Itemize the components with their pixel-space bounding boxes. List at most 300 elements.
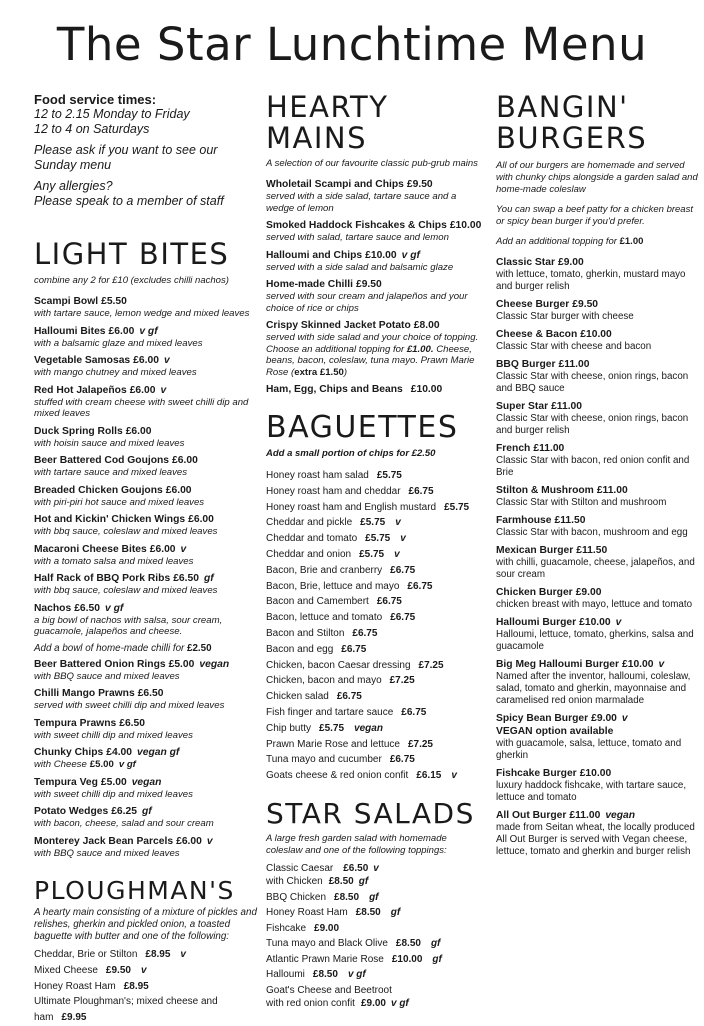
section-note: combine any 2 for £10 (excludes chilli nachos) — [34, 275, 229, 286]
item-price: £6.75 — [376, 596, 402, 608]
item-name-line — [496, 586, 700, 599]
item-name: Fish finger and tartare sauce — [266, 706, 394, 718]
burgers-note: Add an additional topping for £1.00 — [496, 236, 644, 247]
item-price: £6.75 — [336, 691, 362, 703]
item-name-line — [266, 249, 484, 262]
item-name-line — [34, 384, 258, 397]
item-name: Breaded Chicken Goujons — [34, 484, 163, 496]
ploughmans-list — [34, 947, 258, 1026]
menu-item — [266, 768, 484, 784]
item-name-line — [496, 400, 700, 413]
menu-item — [34, 717, 258, 742]
item-price: £9.00 — [557, 257, 584, 268]
diet-tags: v — [394, 548, 400, 560]
item-description: with chilli, guacamole, cheese, jalapeños, and sour cream — [496, 557, 695, 580]
item-price: £8.50 — [312, 969, 338, 981]
item-name-line — [266, 219, 484, 232]
item-price: £9.50 — [105, 964, 131, 976]
item-description: Classic Star with Stilton and mushroom — [496, 497, 667, 508]
item-name: Spicy Bean Burger — [496, 713, 589, 724]
item-price: £5.00 — [100, 776, 127, 788]
menu-item — [496, 586, 700, 611]
item-name-line — [34, 776, 258, 789]
menu-item — [266, 610, 484, 626]
item-description: served with a side salad and balsamic glaze — [266, 261, 454, 273]
item-price: £5.50 — [101, 296, 127, 307]
item-name: French — [496, 443, 531, 454]
menu-item — [34, 295, 258, 320]
item-name-line — [34, 717, 258, 730]
diet-tags: v — [206, 835, 213, 847]
item-description: with tartare sauce and mixed leaves — [34, 467, 188, 478]
diet-tags: v gf — [139, 325, 158, 337]
item-description: served with salad, tartare sauce and lemon — [266, 232, 449, 243]
item-name: Bacon and egg — [266, 643, 334, 655]
item-name-line — [496, 358, 700, 371]
item-price: £11.00 — [558, 359, 590, 370]
item-name: Bacon and Camembert — [266, 596, 369, 608]
item-name: Fishcake — [266, 922, 307, 934]
diet-tags: v — [140, 964, 147, 976]
item-name: Chilli Mango Prawns — [34, 688, 135, 699]
item-price: £6.25 — [111, 806, 137, 817]
menu-item: Classic Caesar £6.50 v with Chicken £8.50 gf — [266, 862, 379, 888]
item-description: with bbq sauce, coleslaw and mixed leaves — [34, 585, 218, 596]
menu-item — [496, 484, 700, 509]
item-extra: VEGAN option available — [496, 726, 614, 737]
item-name: Cheddar and onion — [266, 548, 352, 560]
item-name-line — [34, 687, 258, 700]
item-description: with piri-piri hot sauce and mixed leaves — [34, 496, 205, 508]
item-price: £9.00 — [314, 922, 340, 934]
menu-item — [266, 922, 484, 936]
item-price: £8.95 — [123, 980, 149, 992]
item-name: Beer Battered Cod Goujons — [34, 455, 170, 466]
menu-item — [266, 968, 484, 982]
item-name-line — [34, 425, 258, 438]
item-description: with a balsamic glaze and mixed leaves — [34, 337, 203, 349]
item-description: with a tomato salsa and mixed leaves — [34, 555, 194, 567]
item-name: Scampi Bowl — [34, 296, 99, 307]
item-price: £9.50 — [572, 299, 599, 310]
menu-item — [496, 298, 700, 323]
item-description: with guacamole, salsa, lettuce, tomato and gherkin — [496, 738, 682, 761]
item-name-line — [496, 328, 700, 341]
diet-tags: vegan — [605, 810, 636, 821]
section-title-burgers: BANGIN' BURGERS — [496, 90, 648, 155]
light-bites-list-3 — [34, 776, 258, 860]
item-price: £7.25 — [389, 675, 415, 687]
page-title: The Star Lunchtime Menu — [56, 18, 648, 71]
item-description: with hoisin sauce and mixed leaves — [34, 437, 185, 449]
item-description: with tartare sauce, lemon wedge and mixed leaves — [34, 308, 250, 319]
item-name-line — [496, 544, 700, 557]
service-line: 12 to 4 on Saturdays — [34, 122, 150, 136]
item-name: Red Hot Jalapeños — [34, 384, 127, 396]
item-name: Atlantic Prawn Marie Rose — [266, 953, 384, 965]
ploughmans-desc: A hearty main consisting of a mixture of pickles and relishes, gherkin and pickled onion, a toasted baguette with butter and one of the following: — [34, 907, 257, 942]
item-name: Duck Spring Rolls — [34, 425, 123, 437]
item-name: Prawn Marie Rose and lettuce — [266, 738, 400, 750]
item-name: Bacon, lettuce and tomato — [266, 612, 383, 624]
item-name-line — [34, 354, 258, 367]
item-name-line — [266, 278, 484, 291]
item-name: Honey Roast Ham — [34, 980, 116, 992]
item-name: BBQ Burger — [496, 359, 556, 370]
item-name: Stilton & Mushroom — [496, 485, 594, 496]
item-name-line — [496, 256, 700, 269]
allergy-line: Please speak to a member of staff — [34, 194, 224, 208]
item-description: Classic Star with bacon, red onion confit and Brie — [496, 455, 690, 478]
item-name: Hot and Kickin' Chicken Wings — [34, 514, 186, 525]
diet-tags: v gf — [401, 249, 420, 261]
item-name: All Out Burger — [496, 810, 567, 821]
item-description: chicken breast with mayo, lettuce and tomato — [496, 599, 693, 610]
salads-list — [266, 891, 484, 982]
diet-tags: v — [163, 355, 170, 366]
item-description: Classic Star with bacon, mushroom and egg — [496, 527, 688, 538]
diet-tags: gf — [141, 806, 152, 817]
addon-note: Add a bowl of home-made chilli for £2.50 — [34, 642, 212, 654]
item-price: £6.50 — [173, 573, 199, 584]
item-price: £6.50 — [137, 688, 164, 699]
item-name: Home-made Chilli — [266, 279, 353, 290]
item-name-line — [34, 325, 258, 338]
menu-item — [266, 547, 484, 563]
column-middle — [266, 92, 484, 1013]
menu-item — [34, 425, 258, 450]
section-title-ploughmans: PLOUGHMAN'S — [34, 876, 235, 905]
menu-item — [266, 906, 484, 920]
menu-item — [266, 249, 484, 274]
item-name-line — [34, 835, 258, 848]
diet-tags: v — [615, 617, 622, 628]
menu-item — [496, 442, 700, 479]
menu-item — [266, 278, 484, 314]
service-line: Sunday menu — [34, 158, 112, 172]
menu-item: Goat's Cheese and Beetroot with red onion confit £9.00 v gf — [266, 984, 409, 1010]
menu-item: Crispy Skinned Jacket Potato £8.00 served with side salad and your choice of topping. Choose an additional topping for £1.00. Cheese, beans, bacon, coleslaw, tuna mayo. Prawn Marie Rose (extra £1.50) — [266, 320, 479, 378]
column-right — [496, 92, 700, 863]
menu-item — [496, 358, 700, 395]
diet-tags: gf — [203, 573, 214, 584]
item-price: £6.75 — [407, 580, 433, 592]
item-name: Tempura Veg — [34, 776, 98, 788]
item-name: Mexican Burger — [496, 545, 574, 556]
menu-item — [496, 658, 700, 707]
item-price: £11.50 — [576, 545, 608, 556]
item-name: Big Meg Halloumi Burger — [496, 659, 619, 670]
menu-item — [496, 400, 700, 437]
item-name: Chicken, bacon Caesar dressing — [266, 659, 411, 671]
service-line: 12 to 2.15 Monday to Friday — [34, 107, 190, 121]
item-price: £6.75 — [408, 485, 434, 497]
menu-item — [266, 178, 484, 214]
allergy-line: Any allergies? — [34, 179, 113, 193]
item-price: £6.50 — [74, 602, 100, 614]
item-price: £6.50 — [119, 717, 145, 729]
section-title-light-bites: LIGHT BITES — [34, 237, 230, 271]
item-price: £6.75 — [390, 612, 416, 624]
menu-item — [34, 354, 258, 379]
item-name: Vegetable Samosas — [34, 355, 131, 366]
item-name: Bacon, Brie and cranberry — [266, 564, 383, 576]
item-price: £8.50 — [395, 938, 421, 950]
item-name: Honey roast ham salad — [266, 470, 369, 481]
menu-item — [34, 658, 258, 683]
item-description: served with a side salad, tartare sauce and a wedge of lemon — [266, 191, 457, 214]
menu-item — [34, 543, 258, 568]
item-price: £11.00 — [533, 443, 565, 454]
item-description: luxury haddock fishcake, with tartare sauce, lettuce and tomato — [496, 780, 687, 803]
diet-tags: v — [658, 659, 665, 670]
diet-tags: vegan — [199, 658, 230, 670]
item-price: £9.50 — [406, 179, 433, 190]
item-price: £6.00 — [176, 835, 202, 847]
item-name: Chip butty — [266, 722, 312, 734]
item-description: with BBQ sauce and mixed leaves — [34, 670, 180, 682]
diet-tags: v — [180, 543, 187, 555]
item-name-line — [496, 658, 700, 671]
menu-item — [266, 515, 484, 531]
item-description: with mango chutney and mixed leaves — [34, 367, 197, 378]
menu-item — [266, 579, 484, 595]
item-description: stuffed with cream cheese with sweet chilli dip and mixed leaves — [34, 396, 249, 419]
item-price: £6.00 — [133, 355, 159, 366]
menu-item — [266, 594, 484, 610]
item-name: Classic Star — [496, 257, 555, 268]
diet-tags: gf — [390, 907, 401, 919]
item-price: £5.75 — [376, 470, 402, 481]
item-price: £10.00 — [580, 329, 612, 340]
menu-item: Ham, Egg, Chips and Beans £10.00 — [266, 384, 443, 395]
menu-item — [266, 484, 484, 500]
item-name-line — [34, 295, 258, 308]
diet-tags: v — [400, 533, 406, 545]
item-price: £10.00 — [622, 659, 654, 670]
item-description: with BBQ sauce and mixed leaves — [34, 847, 180, 859]
menu-item — [34, 687, 258, 712]
item-price: £8.95 — [145, 949, 171, 960]
diet-tags: v — [395, 517, 401, 529]
item-name: Mixed Cheese — [34, 964, 98, 976]
item-name: Cheddar and tomato — [266, 533, 358, 545]
section-title-star-salads: STAR SALADS — [266, 796, 475, 830]
item-name: Cheddar and pickle — [266, 517, 353, 529]
section-title-hearty-mains: HEARTY MAINS — [266, 90, 389, 155]
item-price: £10.00 — [579, 617, 611, 628]
menu-item — [266, 626, 484, 642]
item-name-line — [496, 298, 700, 311]
item-price: £6.00 — [149, 543, 176, 555]
item-price: £5.75 — [319, 722, 345, 734]
item-price: £11.50 — [554, 515, 586, 526]
item-name: Chicken salad — [266, 691, 329, 703]
item-name: Smoked Haddock Fishcakes & Chips — [266, 220, 447, 231]
item-name: BBQ Chicken — [266, 891, 327, 903]
item-name: Cheese & Bacon — [496, 329, 578, 340]
item-name: Halloumi Burger — [496, 617, 577, 628]
menu-item — [496, 767, 700, 804]
item-description: with bacon, cheese, salad and sour cream — [34, 818, 214, 829]
item-name: Tuna mayo and cucumber — [266, 754, 382, 766]
item-description: Classic Star with cheese, onion rings, bacon and BBQ sauce — [496, 371, 689, 394]
item-name: Halloumi Bites — [34, 325, 106, 337]
menu-item — [266, 752, 484, 768]
item-price: £6.00 — [129, 384, 156, 396]
item-name: Cheddar, Brie or Stilton — [34, 949, 138, 960]
item-name-line — [496, 712, 700, 725]
item-description: with lettuce, tomato, gherkin, mustard mayo and burger relish — [496, 269, 686, 292]
item-description: with sweet chilli dip and mixed leaves — [34, 729, 193, 741]
item-price: £6.75 — [401, 706, 427, 718]
item-price: £9.50 — [355, 279, 382, 290]
item-price: £7.25 — [418, 659, 444, 671]
item-name-line — [496, 514, 700, 527]
menu-item — [34, 994, 258, 1026]
menu-item — [496, 809, 700, 858]
mains-list — [266, 178, 484, 314]
section-note: Add a small portion of chips for £2.50 — [266, 448, 436, 459]
item-name: Tuna mayo and Black Olive — [266, 938, 388, 950]
menu-item — [266, 937, 484, 951]
item-name-line — [496, 767, 700, 780]
menu-item — [34, 805, 258, 830]
menu-item: Chunky Chips £4.00 vegan gf with Cheese £5.00 v gf — [34, 747, 180, 770]
diet-tags: gf — [430, 938, 441, 950]
item-description: Classic Star with cheese and bacon — [496, 341, 652, 352]
item-price: £8.50 — [334, 891, 360, 903]
item-price: £10.00 — [391, 953, 423, 965]
item-description: served with sweet chilli dip and mixed leaves — [34, 700, 225, 711]
menu-item — [34, 947, 258, 963]
menu-item — [266, 531, 484, 547]
item-name: Macaroni Cheese Bites — [34, 543, 147, 555]
menu-item — [266, 500, 484, 516]
item-name: Potato Wedges — [34, 806, 109, 817]
item-price: £9.00 — [575, 587, 602, 598]
item-description: made from Seitan wheat, the locally produced All Out Burger is served with Vegan cheese, lettuce, tomato and gherkin and burger relish — [496, 822, 695, 857]
item-name-line — [34, 658, 258, 671]
item-price: £10.00 — [365, 249, 397, 261]
item-price: £8.50 — [355, 907, 381, 919]
menu-item — [496, 328, 700, 353]
item-description: Classic Star with cheese, onion rings, bacon and burger relish — [496, 413, 689, 436]
item-price: £6.00 — [125, 425, 152, 437]
item-name-line — [34, 572, 258, 585]
item-price: £6.00 — [172, 455, 198, 466]
item-name-line — [34, 805, 258, 818]
item-price: £6.00 — [188, 514, 214, 525]
menu-item — [34, 835, 258, 860]
item-name: Honey roast ham and cheddar — [266, 485, 401, 497]
menu-item — [266, 468, 484, 484]
diet-tags: gf — [432, 953, 442, 965]
menu-item — [496, 256, 700, 293]
item-name-line — [496, 616, 700, 629]
diet-tags: vegan — [354, 722, 383, 734]
menu-item — [496, 712, 700, 762]
menu-item — [34, 979, 258, 995]
menu-item — [34, 602, 258, 638]
item-price: £5.00 — [168, 658, 195, 670]
item-price: £11.00 — [569, 810, 601, 821]
menu-item — [266, 689, 484, 705]
item-price: £7.25 — [407, 738, 433, 750]
item-name: Bacon, Brie, lettuce and mayo — [266, 580, 400, 592]
item-price: £11.00 — [551, 401, 583, 412]
item-price: £6.75 — [341, 643, 367, 655]
menu-item — [34, 484, 258, 509]
menu-item — [266, 563, 484, 579]
diet-tags: gf — [369, 891, 379, 903]
diet-tags: v — [451, 770, 457, 782]
item-name: Cheese Burger — [496, 299, 570, 310]
item-name-line — [34, 543, 258, 556]
menu-item — [496, 544, 700, 581]
item-description: Halloumi, lettuce, tomato, gherkins, salsa and guacamole — [496, 629, 694, 652]
item-name: Bacon and Stilton — [266, 627, 345, 639]
item-name-line — [34, 454, 258, 467]
section-title-baguettes: BAGUETTES — [266, 410, 459, 445]
item-price: £9.00 — [591, 713, 617, 724]
service-line: Please ask if you want to see our — [34, 143, 218, 157]
menu-item — [34, 325, 258, 350]
menu-item — [266, 219, 484, 244]
item-name: Chicken Burger — [496, 587, 573, 598]
menu-item — [266, 642, 484, 658]
menu-item — [34, 776, 258, 801]
item-name-line — [34, 484, 258, 497]
item-name: Tempura Prawns — [34, 717, 117, 729]
item-description: served with sour cream and jalapeños and your choice of rice or chips — [266, 291, 468, 314]
light-bites-list — [34, 295, 258, 638]
item-description: Classic Star burger with cheese — [496, 311, 634, 322]
item-price: £10.00 — [579, 768, 612, 779]
item-price: £6.75 — [352, 627, 378, 639]
menu-item — [266, 737, 484, 753]
item-name: Super Star — [496, 401, 549, 412]
menu-item — [34, 384, 258, 420]
service-times — [34, 92, 258, 209]
diet-tags: v gf — [347, 969, 366, 981]
item-price: £5.75 — [365, 533, 391, 545]
section-note: A large fresh garden salad with homemade coleslaw and one of the following toppings: — [266, 832, 447, 856]
menu-item — [266, 673, 484, 689]
item-name: Fishcake Burger — [496, 768, 577, 779]
item-name-line — [34, 513, 258, 526]
service-heading: Food service times: — [34, 92, 157, 107]
item-name: Chicken, bacon and mayo — [266, 675, 382, 687]
burgers-note: All of our burgers are homemade and served with chunky chips alongside a garden salad and home-made coleslaw — [496, 160, 698, 195]
menu-item — [266, 953, 484, 967]
item-description: with sweet chilli dip and mixed leaves — [34, 788, 193, 800]
item-price: £5.75 — [360, 517, 386, 529]
item-name: Farmhouse — [496, 515, 552, 526]
menu-item — [496, 514, 700, 539]
item-price: £5.75 — [444, 501, 470, 513]
item-price: £6.00 — [165, 484, 192, 496]
item-name: Goats cheese & red onion confit — [266, 770, 409, 782]
menu-item — [34, 963, 258, 979]
menu-item — [266, 721, 484, 737]
diet-tags: v — [621, 713, 628, 724]
menu-item — [266, 891, 484, 905]
menu-item — [34, 572, 258, 597]
baguettes-list — [266, 468, 484, 784]
column-left — [34, 92, 258, 1026]
menu-item — [496, 616, 700, 653]
